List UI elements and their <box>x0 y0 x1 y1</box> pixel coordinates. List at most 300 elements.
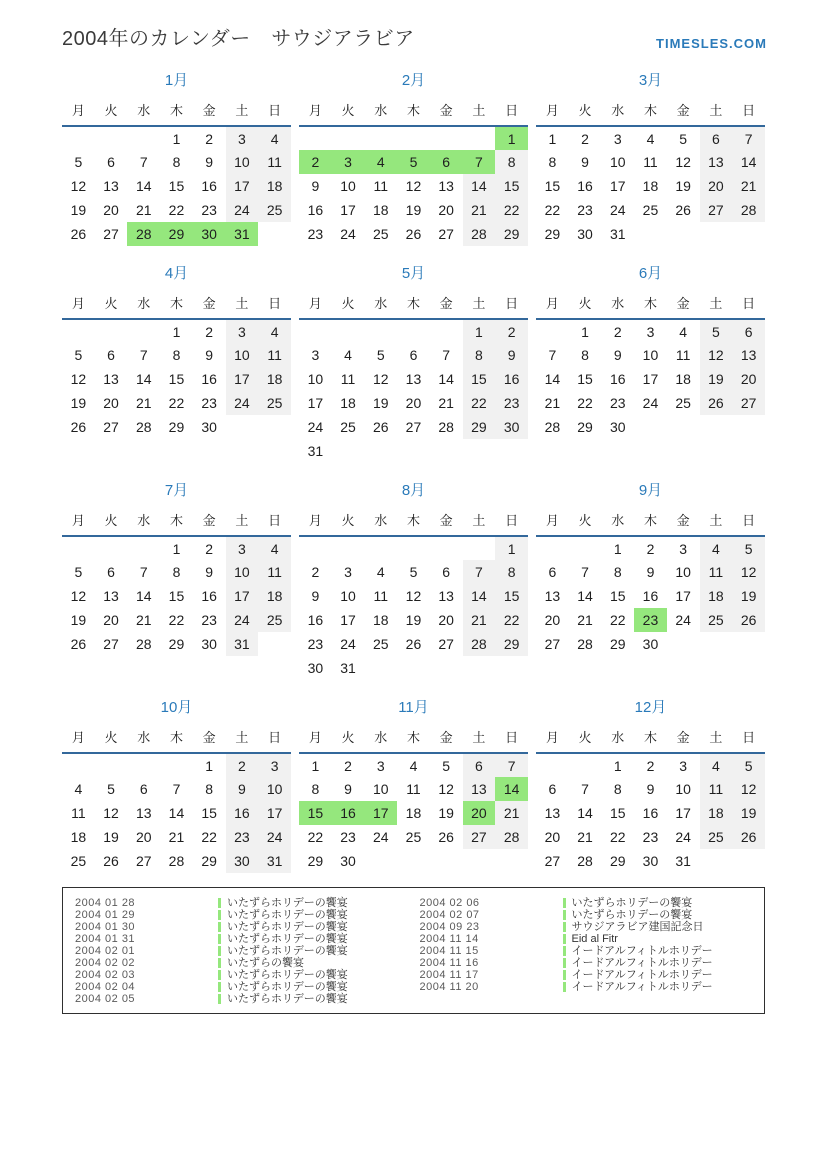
empty-cell <box>397 439 430 463</box>
day-cell: 1 <box>613 757 622 774</box>
day-cell: 6 <box>409 347 418 363</box>
day-cell: 2 <box>646 757 655 774</box>
day-cell: 27 <box>135 853 152 869</box>
empty-cell <box>299 126 332 150</box>
day-cell: 12 <box>70 178 87 194</box>
day-cell: 24 <box>675 612 691 628</box>
empty-cell <box>397 536 430 560</box>
day-cell: 23 <box>307 636 324 652</box>
weekday-header: 土 <box>226 507 259 536</box>
day-cell: 31 <box>675 853 691 869</box>
empty-cell <box>430 656 463 680</box>
timesles-logo[interactable]: TIMESLES.COM <box>656 36 767 51</box>
day-cell: 16 <box>577 178 593 194</box>
day-cell: 9 <box>205 347 214 363</box>
legend-entry <box>75 897 408 909</box>
weekday-header: 水 <box>601 97 634 126</box>
day-cell: 2 <box>646 540 655 557</box>
day-cell: 25 <box>258 391 291 415</box>
holiday-marker-icon <box>218 970 221 980</box>
month-block <box>62 479 291 656</box>
day-cell: 8 <box>172 564 181 580</box>
day-cell: 19 <box>405 202 422 218</box>
weekday-header: 火 <box>95 290 128 319</box>
weekday-header: 火 <box>569 290 602 319</box>
day-cell: 25 <box>340 419 356 435</box>
day-cell: 17 <box>675 805 691 821</box>
day-cell: 13 <box>438 588 454 604</box>
day-cell: 14 <box>495 777 528 801</box>
day-cell: 24 <box>642 395 659 411</box>
month-table <box>299 290 528 463</box>
day-cell: 25 <box>642 202 659 218</box>
day-cell: 20 <box>405 395 422 411</box>
day-cell: 18 <box>700 584 733 608</box>
day-cell: 26 <box>732 608 765 632</box>
legend-entry <box>420 933 753 945</box>
day-cell: 20 <box>103 612 119 628</box>
holiday-marker-icon <box>218 898 221 908</box>
month-title: 2月 <box>401 72 426 89</box>
day-cell: 12 <box>70 371 87 387</box>
legend-label: イードアルフィトルホリデー <box>571 981 713 993</box>
day-cell: 13 <box>732 343 765 367</box>
weekday-header: 水 <box>601 507 634 536</box>
day-cell: 11 <box>700 777 733 801</box>
weekday-header: 月 <box>62 97 95 126</box>
legend-date: 2004 02 06 <box>419 897 480 909</box>
day-cell: 7 <box>581 781 589 797</box>
day-cell: 7 <box>463 150 496 174</box>
day-cell: 13 <box>700 150 733 174</box>
legend-date: 2004 09 23 <box>419 921 480 933</box>
day-cell: 22 <box>544 202 561 218</box>
day-cell: 28 <box>495 825 528 849</box>
weekday-header: 木 <box>634 724 667 753</box>
day-cell: 24 <box>307 419 324 435</box>
weekday-header: 火 <box>95 507 128 536</box>
day-cell: 26 <box>70 419 87 435</box>
legend-label: いたずらホリデーの饗宴 <box>227 945 348 957</box>
weekday-header: 日 <box>258 507 291 536</box>
day-cell: 8 <box>548 154 557 170</box>
day-cell: 7 <box>139 564 148 580</box>
day-cell: 7 <box>139 347 148 363</box>
day-cell: 13 <box>103 371 119 387</box>
empty-cell <box>95 319 128 343</box>
day-cell: 11 <box>675 347 691 363</box>
day-cell: 11 <box>258 343 291 367</box>
weekday-header: 土 <box>700 507 733 536</box>
day-cell: 29 <box>307 853 324 869</box>
weekday-header: 日 <box>495 97 528 126</box>
day-cell: 28 <box>135 419 152 435</box>
month-title: 1月 <box>164 72 189 89</box>
day-cell: 2 <box>299 150 332 174</box>
day-cell: 9 <box>205 154 214 170</box>
day-cell: 16 <box>307 612 324 628</box>
weekday-header: 木 <box>160 97 193 126</box>
empty-cell <box>634 415 667 439</box>
weekday-header: 火 <box>95 97 128 126</box>
day-cell: 5 <box>732 536 765 560</box>
day-cell: 26 <box>438 829 454 845</box>
weekday-header: 土 <box>700 724 733 753</box>
day-cell: 1 <box>311 757 320 774</box>
day-cell: 11 <box>373 588 389 604</box>
day-cell: 24 <box>226 608 259 632</box>
day-cell: 5 <box>732 753 765 777</box>
empty-cell <box>463 849 496 873</box>
month-title: 3月 <box>638 72 663 89</box>
day-cell: 11 <box>340 371 356 387</box>
day-cell: 18 <box>372 612 389 628</box>
month-table <box>62 97 291 246</box>
empty-cell <box>732 222 765 246</box>
empty-cell <box>463 536 496 560</box>
weekday-header: 日 <box>258 97 291 126</box>
day-cell: 10 <box>675 564 691 580</box>
day-cell: 19 <box>372 395 389 411</box>
holiday-marker-icon <box>218 910 221 920</box>
day-cell: 10 <box>675 781 691 797</box>
day-cell: 5 <box>74 347 83 363</box>
empty-cell <box>258 222 291 246</box>
day-cell: 19 <box>103 829 119 845</box>
day-cell: 18 <box>258 174 291 198</box>
weekday-header: 金 <box>667 290 700 319</box>
day-cell: 19 <box>70 395 87 411</box>
day-cell: 6 <box>107 564 115 580</box>
day-cell: 30 <box>307 660 324 676</box>
month-title: 4月 <box>164 265 189 282</box>
legend-label: いたずらホリデーの饗宴 <box>227 909 348 921</box>
day-cell: 25 <box>675 395 691 411</box>
day-cell: 3 <box>311 347 320 363</box>
weekday-header: 日 <box>732 724 765 753</box>
empty-cell <box>495 656 528 680</box>
day-cell: 10 <box>226 343 259 367</box>
day-cell: 1 <box>205 757 214 774</box>
day-cell: 22 <box>495 198 528 222</box>
legend-entry <box>420 945 753 957</box>
day-cell: 26 <box>405 636 422 652</box>
day-cell: 5 <box>107 781 115 797</box>
empty-cell <box>332 319 365 343</box>
legend-entry <box>420 909 753 921</box>
weekday-header: 水 <box>127 97 160 126</box>
weekday-header: 火 <box>332 724 365 753</box>
legend-date: 2004 02 04 <box>75 981 136 993</box>
month-block <box>62 696 291 873</box>
day-cell: 23 <box>201 202 217 218</box>
day-cell: 13 <box>405 371 422 387</box>
day-cell: 15 <box>609 588 626 604</box>
legend-label: イードアルフィトルホリデー <box>571 957 713 969</box>
day-cell: 7 <box>442 347 451 363</box>
empty-cell <box>463 126 496 150</box>
month-block <box>62 262 291 439</box>
day-cell: 23 <box>201 395 217 411</box>
day-cell: 29 <box>463 415 496 439</box>
day-cell: 26 <box>70 226 87 242</box>
day-cell: 6 <box>430 150 463 174</box>
day-cell: 30 <box>642 853 659 869</box>
day-cell: 24 <box>675 829 691 845</box>
legend-entry <box>420 969 753 981</box>
day-cell: 5 <box>679 130 688 147</box>
day-cell: 14 <box>168 805 185 821</box>
day-cell: 8 <box>172 347 181 363</box>
day-cell: 18 <box>700 801 733 825</box>
legend-entry <box>420 897 753 909</box>
empty-cell <box>127 319 160 343</box>
day-cell: 31 <box>609 226 626 242</box>
holiday-marker-icon <box>563 982 566 992</box>
day-cell: 4 <box>679 323 688 340</box>
empty-cell <box>463 439 496 463</box>
day-cell: 14 <box>463 174 496 198</box>
day-cell: 27 <box>544 636 561 652</box>
empty-cell <box>732 849 765 873</box>
empty-cell <box>160 753 193 777</box>
day-cell: 25 <box>372 636 389 652</box>
empty-cell <box>732 632 765 656</box>
day-cell: 4 <box>258 126 291 150</box>
day-cell: 20 <box>438 202 454 218</box>
empty-cell <box>127 126 160 150</box>
holiday-marker-icon <box>218 994 221 1004</box>
day-cell: 12 <box>103 805 119 821</box>
day-cell: 3 <box>258 753 291 777</box>
weekday-header: 日 <box>258 290 291 319</box>
day-cell: 13 <box>544 805 561 821</box>
empty-cell <box>332 126 365 150</box>
day-cell: 3 <box>344 564 352 580</box>
day-cell: 5 <box>74 154 83 170</box>
day-cell: 23 <box>577 202 593 218</box>
day-cell: 6 <box>548 781 557 797</box>
day-cell: 14 <box>732 150 765 174</box>
day-cell: 4 <box>700 753 733 777</box>
weekday-header: 月 <box>536 507 569 536</box>
legend-date: 2004 11 15 <box>419 945 479 957</box>
day-cell: 9 <box>311 178 320 194</box>
legend-label: サウジアラビア建国記念日 <box>571 921 704 933</box>
day-cell: 14 <box>577 588 593 604</box>
day-cell: 4 <box>344 347 352 363</box>
day-cell: 15 <box>168 178 185 194</box>
empty-cell <box>95 126 128 150</box>
day-cell: 8 <box>205 781 214 797</box>
day-cell: 16 <box>201 588 217 604</box>
legend-date: 2004 02 02 <box>75 957 136 969</box>
empty-cell <box>397 126 430 150</box>
day-cell: 11 <box>406 781 421 797</box>
day-cell: 11 <box>643 154 658 170</box>
day-cell: 24 <box>340 636 356 652</box>
month-title: 9月 <box>638 482 663 499</box>
day-cell: 19 <box>405 612 422 628</box>
month-title: 10月 <box>160 699 193 716</box>
day-cell: 25 <box>405 829 422 845</box>
weekday-header: 水 <box>364 507 397 536</box>
day-cell: 4 <box>258 319 291 343</box>
legend-date: 2004 02 03 <box>75 969 136 981</box>
weekday-header: 月 <box>536 290 569 319</box>
weekday-header: 金 <box>667 507 700 536</box>
empty-cell <box>258 415 291 439</box>
weekday-header: 金 <box>667 97 700 126</box>
weekday-header: 日 <box>258 724 291 753</box>
weekday-header: 日 <box>732 97 765 126</box>
day-cell: 18 <box>258 584 291 608</box>
weekday-header: 土 <box>463 507 496 536</box>
legend-label: いたずらの饗宴 <box>227 957 304 969</box>
day-cell: 17 <box>226 174 259 198</box>
legend-label: いたずらホリデーの饗宴 <box>571 897 693 909</box>
day-cell: 23 <box>307 226 324 242</box>
months-grid <box>62 69 765 873</box>
day-cell: 29 <box>577 419 593 435</box>
day-cell: 10 <box>226 560 259 584</box>
day-cell: 9 <box>226 777 259 801</box>
empty-cell <box>62 753 95 777</box>
legend-date: 2004 11 14 <box>419 933 479 945</box>
weekday-header: 土 <box>700 290 733 319</box>
legend-entry <box>75 981 408 993</box>
day-cell: 29 <box>201 853 217 869</box>
day-cell: 18 <box>258 367 291 391</box>
empty-cell <box>397 849 430 873</box>
weekday-header: 水 <box>601 724 634 753</box>
weekday-header: 木 <box>160 290 193 319</box>
weekday-header: 金 <box>430 724 463 753</box>
day-cell: 16 <box>609 371 626 387</box>
legend-entry <box>75 909 408 921</box>
day-cell: 20 <box>732 367 765 391</box>
month-table <box>536 724 765 873</box>
day-cell: 26 <box>405 226 422 242</box>
day-cell: 1 <box>613 540 622 557</box>
month-table <box>536 97 765 246</box>
legend-date: 2004 11 16 <box>419 957 479 969</box>
day-cell: 27 <box>700 198 733 222</box>
day-cell: 31 <box>226 222 259 246</box>
day-cell: 22 <box>495 608 528 632</box>
day-cell: 16 <box>201 178 217 194</box>
weekday-header: 土 <box>463 97 496 126</box>
empty-cell <box>226 415 259 439</box>
month-table <box>62 724 291 873</box>
day-cell: 24 <box>258 825 291 849</box>
day-cell: 8 <box>613 564 622 580</box>
day-cell: 7 <box>172 781 181 797</box>
day-cell: 13 <box>438 178 454 194</box>
day-cell: 4 <box>646 130 655 147</box>
day-cell: 4 <box>258 536 291 560</box>
day-cell: 3 <box>679 540 688 557</box>
legend-date: 2004 02 01 <box>75 945 136 957</box>
day-cell: 7 <box>732 126 765 150</box>
weekday-header: 金 <box>430 290 463 319</box>
empty-cell <box>364 439 397 463</box>
day-cell: 23 <box>609 395 626 411</box>
month-table <box>299 724 528 873</box>
day-cell: 27 <box>438 636 454 652</box>
day-cell: 1 <box>548 130 557 147</box>
empty-cell <box>732 415 765 439</box>
day-cell: 27 <box>438 226 454 242</box>
weekday-header: 火 <box>332 290 365 319</box>
day-cell: 21 <box>577 829 593 845</box>
empty-cell <box>430 849 463 873</box>
empty-cell <box>463 656 496 680</box>
legend-column-left <box>75 897 408 1005</box>
day-cell: 7 <box>139 154 148 170</box>
month-table <box>62 290 291 439</box>
day-cell: 16 <box>332 801 365 825</box>
day-cell: 17 <box>609 178 626 194</box>
day-cell: 26 <box>675 202 691 218</box>
day-cell: 21 <box>732 174 765 198</box>
day-cell: 4 <box>700 536 733 560</box>
day-cell: 7 <box>463 560 496 584</box>
day-cell: 26 <box>103 853 119 869</box>
day-cell: 22 <box>168 202 185 218</box>
empty-cell <box>299 536 332 560</box>
day-cell: 1 <box>495 536 528 560</box>
day-cell: 25 <box>70 853 87 869</box>
legend-date: 2004 01 31 <box>75 933 136 945</box>
day-cell: 24 <box>372 829 389 845</box>
day-cell: 27 <box>732 391 765 415</box>
day-cell: 13 <box>103 588 119 604</box>
holiday-marker-icon <box>218 922 221 932</box>
empty-cell <box>667 222 700 246</box>
day-cell: 23 <box>495 391 528 415</box>
day-cell: 22 <box>201 829 217 845</box>
month-block <box>536 262 765 439</box>
day-cell: 1 <box>495 126 528 150</box>
month-block <box>299 479 528 680</box>
weekday-header: 木 <box>160 724 193 753</box>
holiday-marker-icon <box>563 922 566 932</box>
day-cell: 3 <box>376 757 385 774</box>
legend-label: イードアルフィトルホリデー <box>571 969 713 981</box>
day-cell: 20 <box>135 829 152 845</box>
day-cell: 26 <box>700 391 733 415</box>
day-cell: 8 <box>172 154 181 170</box>
day-cell: 9 <box>495 343 528 367</box>
day-cell: 16 <box>642 805 659 821</box>
weekday-header: 月 <box>299 290 332 319</box>
day-cell: 13 <box>103 178 119 194</box>
day-cell: 24 <box>226 198 259 222</box>
month-block <box>536 696 765 873</box>
empty-cell <box>364 319 397 343</box>
weekday-header: 木 <box>634 97 667 126</box>
day-cell: 23 <box>226 825 259 849</box>
weekday-header: 水 <box>127 724 160 753</box>
day-cell: 6 <box>107 347 115 363</box>
day-cell: 18 <box>642 178 659 194</box>
day-cell: 1 <box>463 319 496 343</box>
day-cell: 31 <box>258 849 291 873</box>
day-cell: 28 <box>463 632 496 656</box>
day-cell: 29 <box>609 853 626 869</box>
empty-cell <box>700 415 733 439</box>
